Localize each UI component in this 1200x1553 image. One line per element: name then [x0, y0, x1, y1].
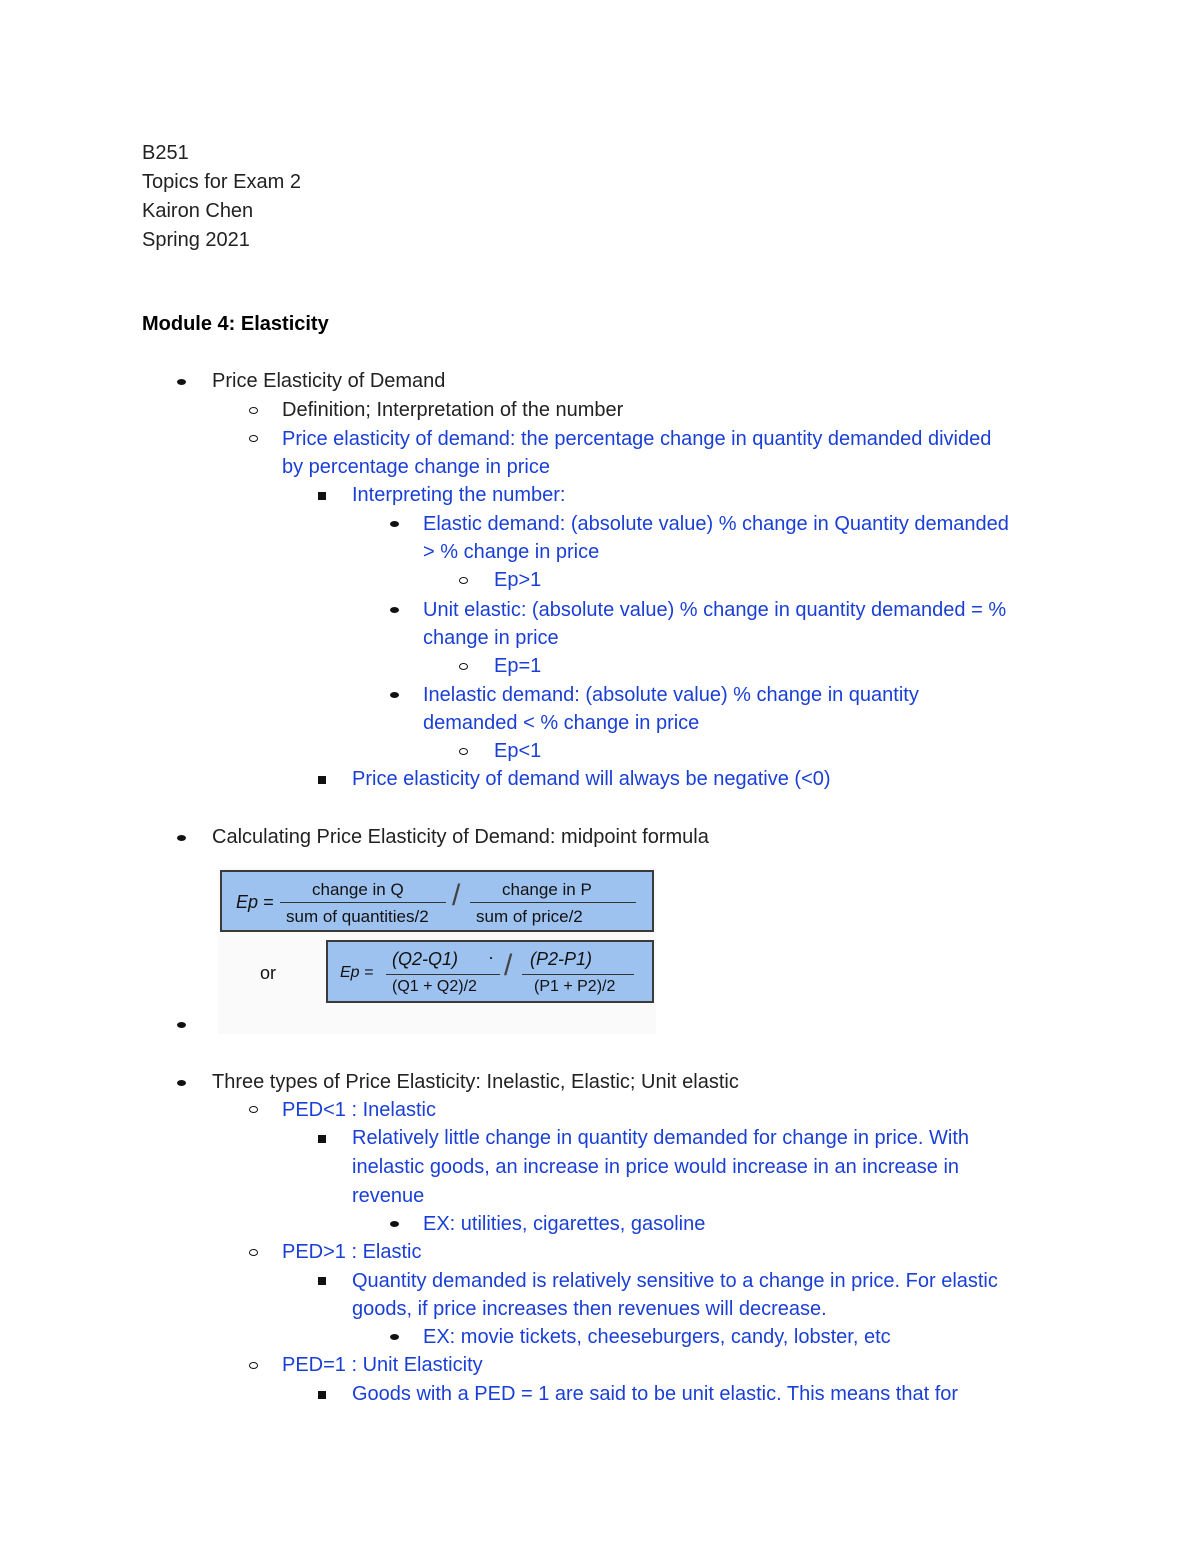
list-item: Interpreting the number:	[352, 484, 566, 506]
list-item: Calculating Price Elasticity of Demand: midpoint formula	[212, 826, 709, 848]
divide-slash: /	[504, 949, 513, 982]
list-item: Elastic demand: (absolute value) % change in Quantity demanded	[423, 513, 1009, 535]
formula-numerator: (Q2-Q1)	[392, 949, 459, 969]
bullet-icon	[177, 379, 186, 385]
list-item: PED=1 : Unit Elasticity	[282, 1354, 483, 1376]
bullet-icon	[390, 1221, 399, 1227]
formula-box-2	[326, 940, 654, 1003]
list-item-continued: revenue	[352, 1185, 425, 1207]
or-label: or	[260, 963, 277, 983]
list-item: Price elasticity of demand will always be negative (<0)	[352, 768, 831, 790]
circle-bullet-icon	[249, 1362, 258, 1369]
bullet-icon	[177, 835, 186, 841]
bullet-icon	[177, 1022, 186, 1028]
list-item: Goods with a PED = 1 are said to be unit elastic. This means that for	[352, 1383, 959, 1405]
bullet-icon	[390, 607, 399, 613]
circle-bullet-icon	[459, 577, 468, 584]
list-item: Unit elastic: (absolute value) % change in quantity demanded = %	[423, 599, 1007, 621]
formula-denominator: sum of price/2	[476, 907, 583, 926]
bullet-icon	[390, 1334, 399, 1340]
formula-ep-label: Ep =	[236, 892, 274, 912]
author-name: Kairon Chen	[142, 200, 254, 222]
formula-denominator: (Q1 + Q2)/2	[392, 978, 477, 995]
term: Spring 2021	[142, 229, 250, 251]
list-item: Ep=1	[494, 655, 542, 677]
module-heading: Module 4: Elasticity	[142, 313, 329, 335]
square-bullet-icon	[318, 1135, 326, 1143]
bullet-icon	[177, 1080, 186, 1086]
list-item-continued: goods, if price increases then revenues will decrease.	[352, 1298, 827, 1320]
bullet-icon	[390, 692, 399, 698]
circle-bullet-icon	[249, 407, 258, 414]
list-item-continued: inelastic goods, an increase in price would increase in an increase in	[352, 1156, 960, 1178]
formula-denominator: (P1 + P2)/2	[534, 978, 616, 995]
circle-bullet-icon	[249, 435, 258, 442]
list-item: Three types of Price Elasticity: Inelastic, Elastic; Unit elastic	[212, 1071, 739, 1093]
list-item-continued: demanded < % change in price	[423, 712, 700, 734]
formula-ep-label: Ep =	[340, 964, 374, 981]
formula-numerator: (P2-P1)	[530, 949, 593, 969]
list-item: PED<1 : Inelastic	[282, 1099, 436, 1121]
circle-bullet-icon	[249, 1249, 258, 1256]
list-item-continued: change in price	[423, 627, 559, 649]
formula-box-1	[220, 870, 654, 932]
document-title: Topics for Exam 2	[142, 171, 301, 193]
formula-numerator: change in Q	[312, 880, 404, 899]
square-bullet-icon	[318, 776, 326, 784]
circle-bullet-icon	[249, 1106, 258, 1113]
square-bullet-icon	[318, 1277, 326, 1285]
circle-bullet-icon	[459, 748, 468, 755]
bullet-icon	[390, 521, 399, 527]
list-item: PED>1 : Elastic	[282, 1241, 422, 1263]
midpoint-formula-image	[218, 868, 656, 1034]
list-item: Relatively little change in quantity demanded for change in price. With	[352, 1127, 970, 1149]
square-bullet-icon	[318, 1391, 326, 1399]
list-item: Definition; Interpretation of the number	[282, 399, 624, 421]
list-item: Quantity demanded is relatively sensitive to a change in price. For elastic	[352, 1270, 998, 1292]
square-bullet-icon	[318, 492, 326, 500]
divide-slash: /	[452, 879, 461, 912]
formula-denominator: sum of quantities/2	[286, 907, 429, 926]
list-item: Price elasticity of demand: the percentage change in quantity demanded divided	[282, 428, 992, 450]
list-item-continued: > % change in price	[423, 541, 600, 563]
list-item: Price Elasticity of Demand	[212, 370, 446, 392]
list-item-continued: by percentage change in price	[282, 456, 550, 478]
course-code: B251	[142, 142, 189, 164]
formula-numerator: change in P	[502, 880, 592, 899]
multiply-dot: ·	[488, 947, 494, 967]
list-item: EX: movie tickets, cheeseburgers, candy, lobster, etc	[423, 1326, 891, 1348]
list-item: EX: utilities, cigarettes, gasoline	[423, 1213, 706, 1235]
circle-bullet-icon	[459, 663, 468, 670]
list-item: Ep>1	[494, 569, 542, 591]
list-item: Ep<1	[494, 740, 542, 762]
list-item: Inelastic demand: (absolute value) % change in quantity	[423, 684, 919, 706]
